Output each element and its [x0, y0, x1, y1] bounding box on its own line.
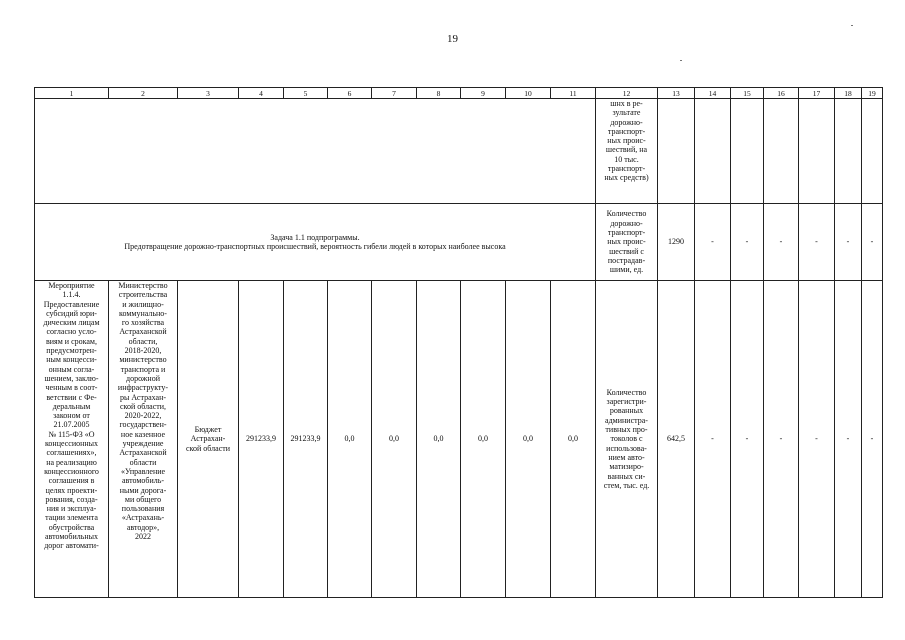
- column-number: 17: [799, 88, 835, 99]
- empty-cell: [695, 99, 731, 204]
- column-number: 16: [764, 88, 799, 99]
- dash-cell: -: [731, 281, 764, 598]
- empty-cell: [835, 99, 862, 204]
- column-number: 1: [35, 88, 109, 99]
- funding-year-value: 0,0: [372, 281, 417, 598]
- continuation-row: [35, 99, 883, 204]
- column-number-row: [35, 88, 883, 99]
- column-number: 2: [109, 88, 178, 99]
- column-number: 7: [372, 88, 417, 99]
- funding-source: Бюджет Астрахан- ской области: [178, 281, 239, 598]
- dash-cell: -: [862, 281, 883, 598]
- scan-speck: [680, 60, 682, 61]
- column-number: 15: [731, 88, 764, 99]
- funding-year-value: 0,0: [417, 281, 461, 598]
- dash-cell: -: [764, 204, 799, 281]
- dash-cell: -: [835, 204, 862, 281]
- empty-cell: [862, 99, 883, 204]
- dash-cell: -: [695, 204, 731, 281]
- funding-year-value: 0,0: [506, 281, 551, 598]
- funding-year-value: 291233,9: [284, 281, 328, 598]
- dash-cell: -: [695, 281, 731, 598]
- task-indicator-value: 1290: [658, 204, 695, 281]
- empty-cell: [731, 99, 764, 204]
- funding-year-value: 0,0: [461, 281, 506, 598]
- column-number: 18: [835, 88, 862, 99]
- measure-indicator-value: 642,5: [658, 281, 695, 598]
- task-indicator: Количество дорожно- транспорт- ных проис- шествий с пострадав- шими, ед.: [596, 204, 658, 281]
- column-number: 12: [596, 88, 658, 99]
- column-number: 8: [417, 88, 461, 99]
- dash-cell: -: [799, 281, 835, 598]
- column-number: 9: [461, 88, 506, 99]
- indicator-cell: шнх в ре- зультате дорожно- транспорт- ных проис- шествий, на 10 тыс. транспорт- ных средств): [596, 99, 658, 204]
- empty-cell: [35, 99, 596, 204]
- responsible-executor: Министерство строительства и жилищно- коммунально- го хозяйства Астраханской области, 2018-2020, министерство транспорта и дорожной инфраструкту- ры Астрахан- ской области, 2020-2022, государствен- ное казенное учреждение Астраханской области «Управление автомобиль- ными дорога- ми общего пользования «Астрахань- автодор», 2022: [109, 281, 178, 598]
- measure-row: [35, 281, 883, 598]
- page-number: 19: [447, 33, 458, 45]
- measure-indicator: Количество зарегистри- рованных администра- тивных про- токолов с использова- нием авто- матизиро- ванных си- стем, тыс. ед.: [596, 281, 658, 598]
- empty-cell: [799, 99, 835, 204]
- empty-cell: [658, 99, 695, 204]
- funding-year-value: 0,0: [328, 281, 372, 598]
- program-table: [34, 87, 883, 598]
- dash-cell: -: [835, 281, 862, 598]
- column-number: 11: [551, 88, 596, 99]
- task-row: [35, 204, 883, 281]
- column-number: 6: [328, 88, 372, 99]
- column-number: 19: [862, 88, 883, 99]
- column-number: 10: [506, 88, 551, 99]
- dash-cell: -: [731, 204, 764, 281]
- measure-description: Мероприятие 1.1.4. Предоставление субсидий юри- дическим лицам согласно усло- виям и срокам, предусмотрен- ным концесси- онным согла- шением, заклю- ченным в соот- ветствии с Фе- деральным законом от 21.07.2005 № 115-ФЗ «О концессионных соглашениях», на реализацию концессионного соглашения в целях проекти- рования, созда- ния и эксплуа- тации элемента обустройства автомобильных дорог автомати-: [35, 281, 109, 598]
- empty-cell: [764, 99, 799, 204]
- task-title: Задача 1.1 подпрограммы. Предотвращение дорожно-транспортных происшествий, вероятность гибели людей в которых наиболее высока: [35, 204, 596, 281]
- funding-year-value: 0,0: [551, 281, 596, 598]
- dash-cell: -: [799, 204, 835, 281]
- dash-cell: -: [862, 204, 883, 281]
- column-number: 3: [178, 88, 239, 99]
- scan-speck: [851, 25, 853, 26]
- funding-total: 291233,9: [239, 281, 284, 598]
- dash-cell: -: [764, 281, 799, 598]
- column-number: 5: [284, 88, 328, 99]
- column-number: 4: [239, 88, 284, 99]
- column-number: 14: [695, 88, 731, 99]
- column-number: 13: [658, 88, 695, 99]
